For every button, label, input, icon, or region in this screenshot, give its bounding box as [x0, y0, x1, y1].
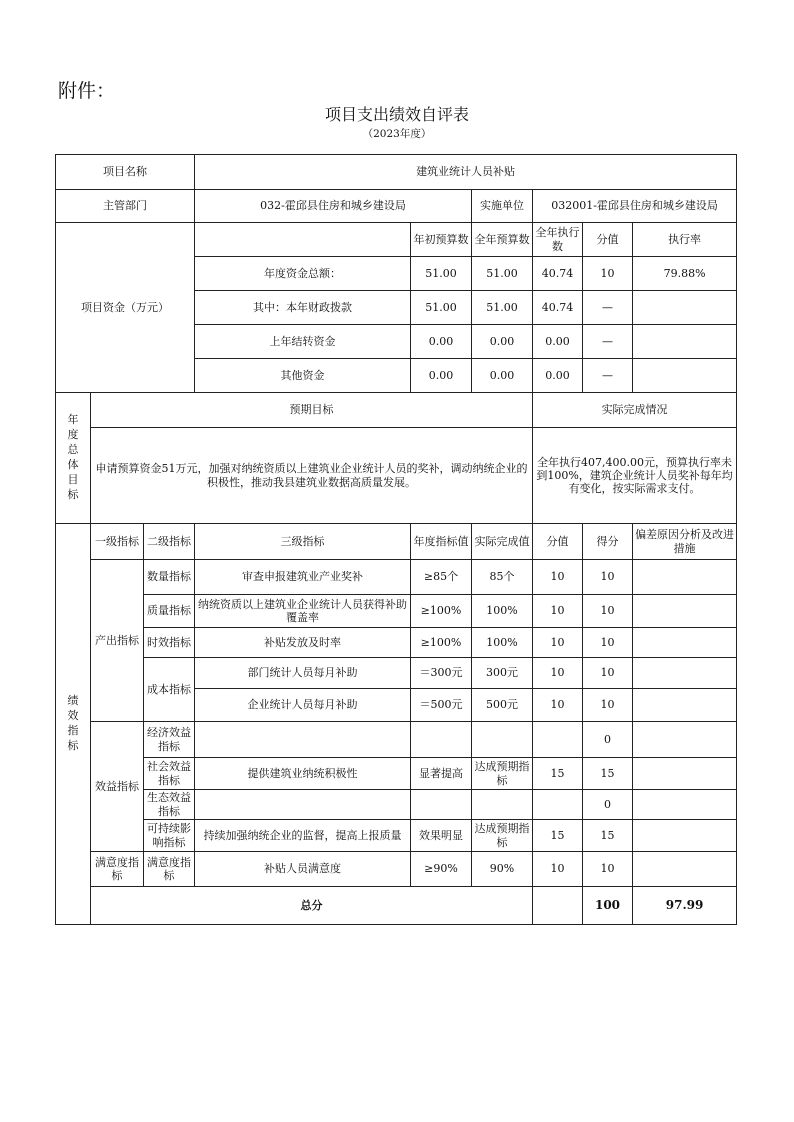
- goals-expected-header: 预期目标: [91, 393, 533, 428]
- goals-content-row: [56, 428, 737, 524]
- indicator-target: ≥100%: [411, 595, 472, 628]
- funds-initial: 51.00: [411, 291, 472, 325]
- performance-header-row: [56, 524, 737, 560]
- page-title: 项目支出绩效自评表: [324, 105, 469, 124]
- funds-header-executed: 全年执行数: [533, 223, 583, 257]
- dept-value: 032-霍邱县住房和城乡建设局: [195, 190, 472, 223]
- indicator-row: [56, 758, 737, 790]
- funds-header-score-value: 分值: [583, 223, 633, 257]
- indicator-score: 10: [583, 658, 633, 689]
- total-blank: [533, 887, 583, 925]
- indicator-row: [56, 790, 737, 820]
- goals-actual: 全年执行407,400.00元，预算执行率未到100%，建筑企业统计人员奖补每年均有变化，按实际需求支付。: [533, 428, 737, 524]
- indicator-score-value: 10: [533, 595, 583, 628]
- indicator-target: ＝300元: [411, 658, 472, 689]
- indicator-score: 0: [583, 790, 633, 820]
- indicator-score-value: 10: [533, 852, 583, 887]
- funds-executed: 40.74: [533, 257, 583, 291]
- performance-label: 绩效指标: [56, 524, 91, 925]
- indicator-text: 补贴人员满意度: [195, 852, 411, 887]
- goals-actual-header: 实际完成情况: [533, 393, 737, 428]
- indicator-score: 0: [583, 722, 633, 758]
- indicator-text: 提供建筑业纳统积极性: [195, 758, 411, 790]
- perf-header-score: 得分: [583, 524, 633, 560]
- indicator-deviation: [633, 689, 737, 722]
- total-score: 97.99: [633, 887, 737, 925]
- total-row: [56, 887, 737, 925]
- funds-score-value: —: [583, 325, 633, 359]
- indicator-row: [56, 595, 737, 628]
- indicator-text: 持续加强纳统企业的监督，提高上报质量: [195, 820, 411, 852]
- indicator-text: [195, 790, 411, 820]
- funds-executed: 40.74: [533, 291, 583, 325]
- indicator-score-value: [533, 722, 583, 758]
- indicator-row: [56, 628, 737, 658]
- indicator-text: 企业统计人员每月补助: [195, 689, 411, 722]
- indicator-row: [56, 852, 737, 887]
- indicator-score: 10: [583, 628, 633, 658]
- indicator-score: 10: [583, 689, 633, 722]
- indicator-row: [56, 658, 737, 689]
- funds-header-annual: 全年预算数: [472, 223, 533, 257]
- indicator-score-value: 10: [533, 658, 583, 689]
- indicator-actual: 达成预期指标: [472, 758, 533, 790]
- indicator-actual: 100%: [472, 628, 533, 658]
- level1-satisfaction: 满意度指标: [91, 852, 144, 887]
- indicator-text: 审查申报建筑业产业奖补: [195, 560, 411, 595]
- level2-social: 社会效益指标: [144, 758, 195, 790]
- evaluation-table: [55, 154, 737, 925]
- indicator-deviation: [633, 722, 737, 758]
- attachment-label: 附件：: [58, 80, 116, 102]
- funds-header-rate: 执行率: [633, 223, 737, 257]
- level2-sustainable: 可持续影响指标: [144, 820, 195, 852]
- indicator-target: 显著提高: [411, 758, 472, 790]
- indicator-actual: 300元: [472, 658, 533, 689]
- funds-rate: [633, 359, 737, 393]
- indicator-actual: [472, 790, 533, 820]
- level2-cost: 成本指标: [144, 658, 195, 722]
- perf-header-level3: 三级指标: [195, 524, 411, 560]
- funds-rate: [633, 325, 737, 359]
- perf-header-deviation: 偏差原因分析及改进措施: [633, 524, 737, 560]
- funds-score-value: 10: [583, 257, 633, 291]
- indicator-row: [56, 722, 737, 758]
- funds-rate: 79.88%: [633, 257, 737, 291]
- funds-annual: 0.00: [472, 325, 533, 359]
- indicator-text: [195, 722, 411, 758]
- funds-blank-header: [195, 223, 411, 257]
- indicator-score-value: 15: [533, 820, 583, 852]
- indicator-target: 效果明显: [411, 820, 472, 852]
- impl-value: 032001-霍邱县住房和城乡建设局: [533, 190, 737, 223]
- level2-quality: 质量指标: [144, 595, 195, 628]
- dept-label: 主管部门: [56, 190, 195, 223]
- indicator-target: ≥90%: [411, 852, 472, 887]
- indicator-actual: 500元: [472, 689, 533, 722]
- level2-satisfaction: 满意度指标: [144, 852, 195, 887]
- indicator-target: [411, 790, 472, 820]
- funds-row-name: 年度资金总额：: [195, 257, 411, 291]
- impl-label: 实施单位: [472, 190, 533, 223]
- funds-executed: 0.00: [533, 325, 583, 359]
- indicator-deviation: [633, 628, 737, 658]
- funds-executed: 0.00: [533, 359, 583, 393]
- goals-header-row: [56, 393, 737, 428]
- funds-score-value: —: [583, 359, 633, 393]
- indicator-score-value: 10: [533, 689, 583, 722]
- indicator-actual: 85个: [472, 560, 533, 595]
- funds-rate: [633, 291, 737, 325]
- perf-header-score-value: 分值: [533, 524, 583, 560]
- indicator-row: [56, 820, 737, 852]
- department-row: [56, 190, 737, 223]
- indicator-score: 15: [583, 820, 633, 852]
- indicator-actual: [472, 722, 533, 758]
- indicator-deviation: [633, 560, 737, 595]
- level2-economic: 经济效益指标: [144, 722, 195, 758]
- funds-score-value: —: [583, 291, 633, 325]
- funds-header-row: [56, 223, 737, 257]
- funds-row-name: 其中：本年财政拨款: [195, 291, 411, 325]
- page-subtitle: （2023年度）: [362, 128, 432, 140]
- level1-benefit: 效益指标: [91, 722, 144, 852]
- indicator-score: 10: [583, 595, 633, 628]
- funds-header-initial: 年初预算数: [411, 223, 472, 257]
- indicator-score: 15: [583, 758, 633, 790]
- indicator-score-value: [533, 790, 583, 820]
- indicator-deviation: [633, 658, 737, 689]
- perf-header-actual: 实际完成值: [472, 524, 533, 560]
- funds-annual: 51.00: [472, 257, 533, 291]
- total-score-value: 100: [583, 887, 633, 925]
- perf-header-level2: 二级指标: [144, 524, 195, 560]
- indicator-text: 部门统计人员每月补助: [195, 658, 411, 689]
- funds-row-name: 上年结转资金: [195, 325, 411, 359]
- funds-label: 项目资金（万元）: [56, 223, 195, 393]
- indicator-target: ≥100%: [411, 628, 472, 658]
- indicator-score-value: 15: [533, 758, 583, 790]
- indicator-deviation: [633, 758, 737, 790]
- perf-header-level1: 一级指标: [91, 524, 144, 560]
- funds-annual: 51.00: [472, 291, 533, 325]
- indicator-target: [411, 722, 472, 758]
- funds-annual: 0.00: [472, 359, 533, 393]
- indicator-score-value: 10: [533, 628, 583, 658]
- goals-expected: 申请预算资金51万元，加强对纳统资质以上建筑业企业统计人员的奖补，调动纳统企业的积极性，推动我县建筑业数据高质量发展。: [91, 428, 533, 524]
- indicator-deviation: [633, 852, 737, 887]
- project-row: [56, 155, 737, 190]
- indicator-actual: 达成预期指标: [472, 820, 533, 852]
- indicator-target: ≥85个: [411, 560, 472, 595]
- level2-ecological: 生态效益指标: [144, 790, 195, 820]
- perf-header-target: 年度指标值: [411, 524, 472, 560]
- funds-row-name: 其他资金: [195, 359, 411, 393]
- level2-time: 时效指标: [144, 628, 195, 658]
- total-label: 总分: [91, 887, 533, 925]
- indicator-deviation: [633, 790, 737, 820]
- funds-initial: 0.00: [411, 325, 472, 359]
- indicator-actual: 100%: [472, 595, 533, 628]
- indicator-score: 10: [583, 852, 633, 887]
- indicator-score-value: 10: [533, 560, 583, 595]
- project-label: 项目名称: [56, 155, 195, 190]
- indicator-score: 10: [583, 560, 633, 595]
- indicator-deviation: [633, 820, 737, 852]
- indicator-target: ＝500元: [411, 689, 472, 722]
- goals-label: 年度总体目标: [56, 393, 91, 524]
- funds-initial: 0.00: [411, 359, 472, 393]
- indicator-text: 纳统资质以上建筑业企业统计人员获得补助覆盖率: [195, 595, 411, 628]
- indicator-row: [56, 560, 737, 595]
- indicator-deviation: [633, 595, 737, 628]
- project-value: 建筑业统计人员补贴: [195, 155, 737, 190]
- funds-initial: 51.00: [411, 257, 472, 291]
- indicator-actual: 90%: [472, 852, 533, 887]
- level1-output: 产出指标: [91, 560, 144, 722]
- level2-quantity: 数量指标: [144, 560, 195, 595]
- indicator-text: 补贴发放及时率: [195, 628, 411, 658]
